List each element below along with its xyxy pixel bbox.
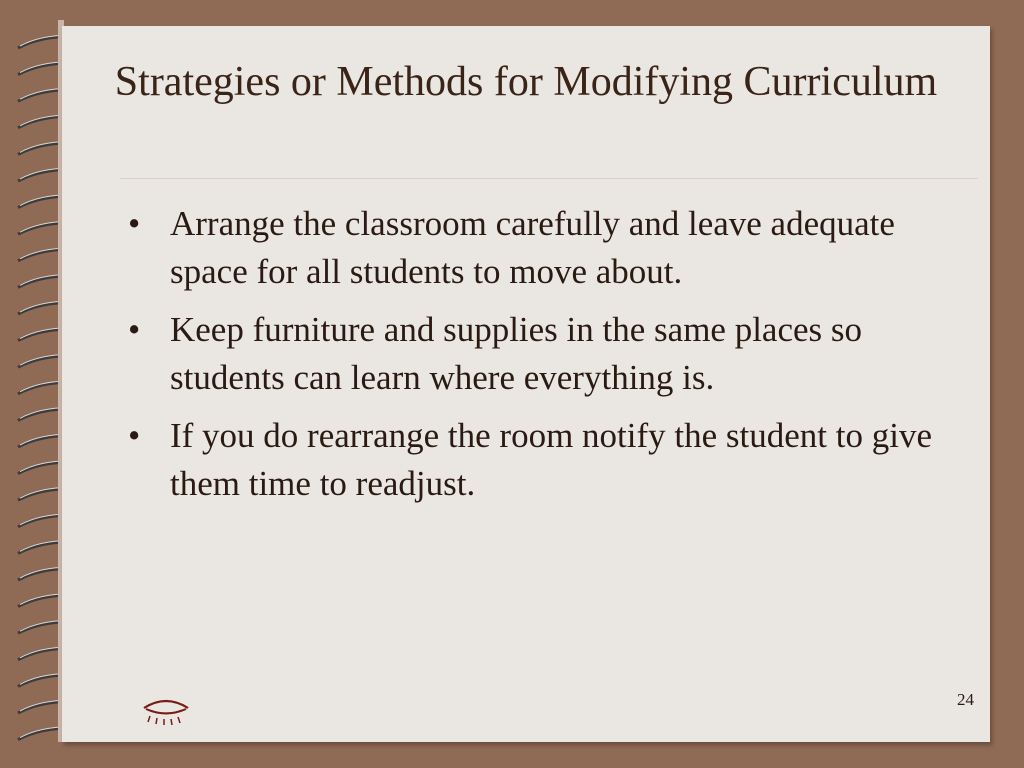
bullet-text: Keep furniture and supplies in the same places so students can learn where everything is.	[170, 310, 863, 397]
bullet-item	[128, 200, 958, 296]
page-number: 24	[957, 690, 974, 709]
bullet-text: Arrange the classroom carefully and leave adequate space for all students to move about.	[170, 204, 895, 291]
bullet-text: If you do rearrange the room notify the student to give them time to readjust.	[170, 416, 933, 503]
title-divider	[120, 178, 978, 179]
bullet-marker: •	[128, 416, 141, 455]
bullet-marker: •	[128, 204, 141, 243]
bullet-list	[128, 200, 958, 518]
slide-title: Strategies or Methods for Modifying Curriculum	[114, 59, 938, 105]
bullet-item	[128, 412, 958, 508]
bullet-item	[128, 306, 958, 402]
bullet-marker: •	[128, 310, 141, 349]
eye-icon	[140, 692, 192, 726]
